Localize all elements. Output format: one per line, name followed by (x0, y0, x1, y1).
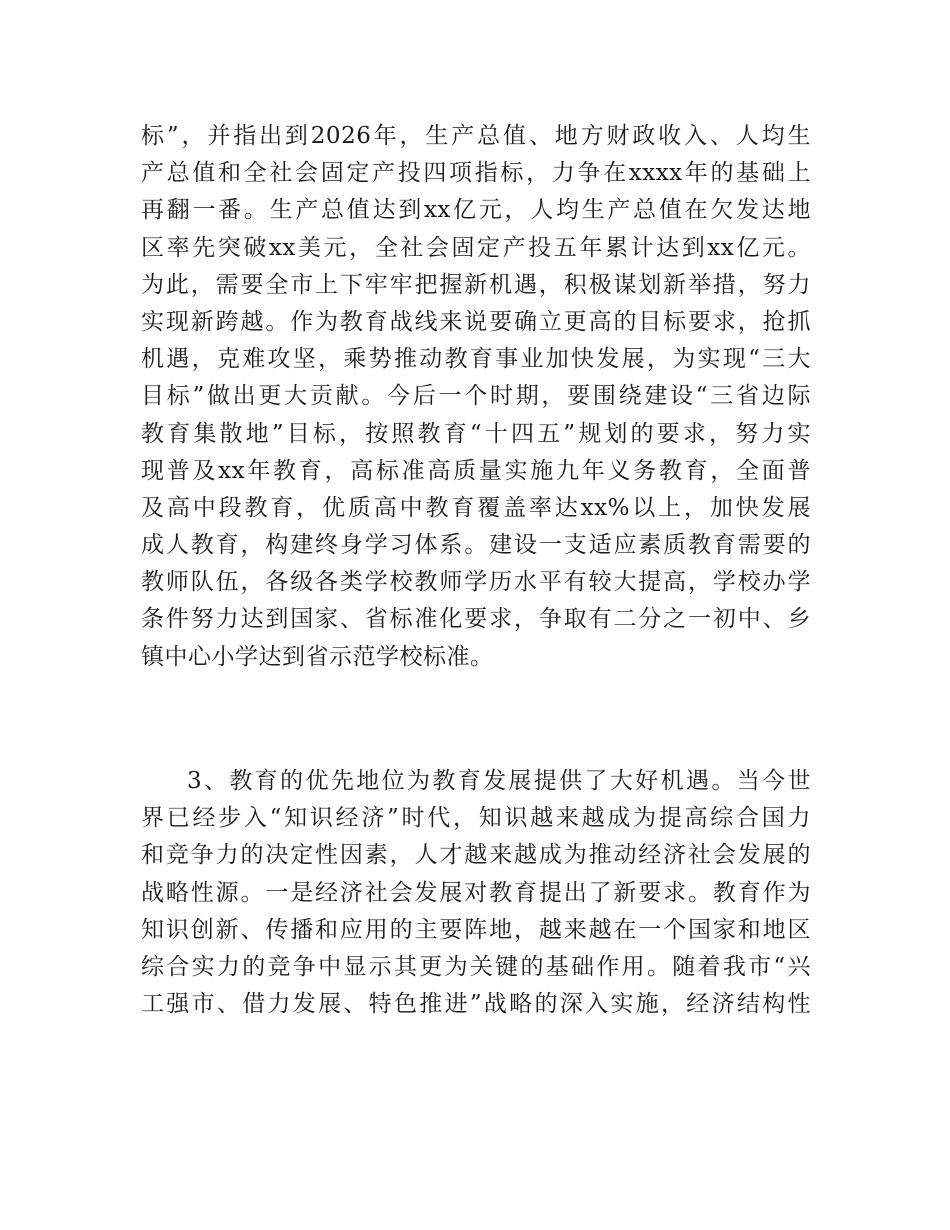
text-line: 3、教育的优先地位为教育发展提供了大好机遇。当今世 (187, 768, 811, 794)
text-line: 产总值和全社会固定产投四项指标，力争在xxxx年的基础上 (141, 160, 811, 187)
text-line: 知识创新、传播和应用的主要阵地，越来越在一个国家和地区 (141, 916, 811, 943)
paragraph-2 (141, 763, 811, 1023)
paragraph-1 (141, 118, 811, 676)
text-line: 再翻一番。生产总值达到xx亿元，人均生产总值在欠发达地 (141, 197, 811, 224)
text-line: 界已经步入“知识经济”时代，知识越来越成为提高综合国力 (141, 805, 811, 832)
text-line: 镇中心小学达到省示范学校标准。 (141, 643, 494, 670)
text-line: 机遇，克难攻坚，乘势推动教育事业加快发展，为实现“三大 (141, 346, 811, 373)
text-line: 区率先突破xx美元，全社会固定产投五年累计达到xx亿元。 (141, 234, 811, 261)
text-line: 综合实力的竞争中显示其更为关键的基础作用。随着我市“兴 (141, 953, 811, 980)
text-line: 现普及xx年教育，高标准高质量实施九年义务教育，全面普 (141, 457, 811, 484)
text-line: 为此，需要全市上下牢牢把握新机遇，积极谋划新举措，努力 (141, 271, 811, 298)
text-line: 成人教育，构建终身学习体系。建设一支适应素质教育需要的 (141, 532, 811, 559)
text-line: 及高中段教育，优质高中教育覆盖率达xx%以上，加快发展 (141, 494, 811, 521)
text-line: 工强市、借力发展、特色推进”战略的深入实施，经济结构性 (141, 991, 811, 1018)
text-line: 教师队伍，各级各类学校教师学历水平有较大提高，学校办学 (141, 569, 811, 596)
text-line: 条件努力达到国家、省标准化要求，争取有二分之一初中、乡 (141, 606, 811, 633)
text-line: 目标”做出更大贡献。今后一个时期，要围绕建设“三省边际 (141, 383, 811, 410)
text-line: 教育集散地”目标，按照教育“十四五”规划的要求，努力实 (141, 420, 811, 447)
text-line: 战略性源。一是经济社会发展对教育提出了新要求。教育作为 (141, 879, 811, 906)
text-line: 和竞争力的决定性因素，人才越来越成为推动经济社会发展的 (141, 842, 811, 869)
text-line: 实现新跨越。作为教育战线来说要确立更高的目标要求，抢抓 (141, 308, 811, 335)
text-line: 标”，并指出到2026年，生产总值、地方财政收入、人均生 (141, 123, 811, 149)
